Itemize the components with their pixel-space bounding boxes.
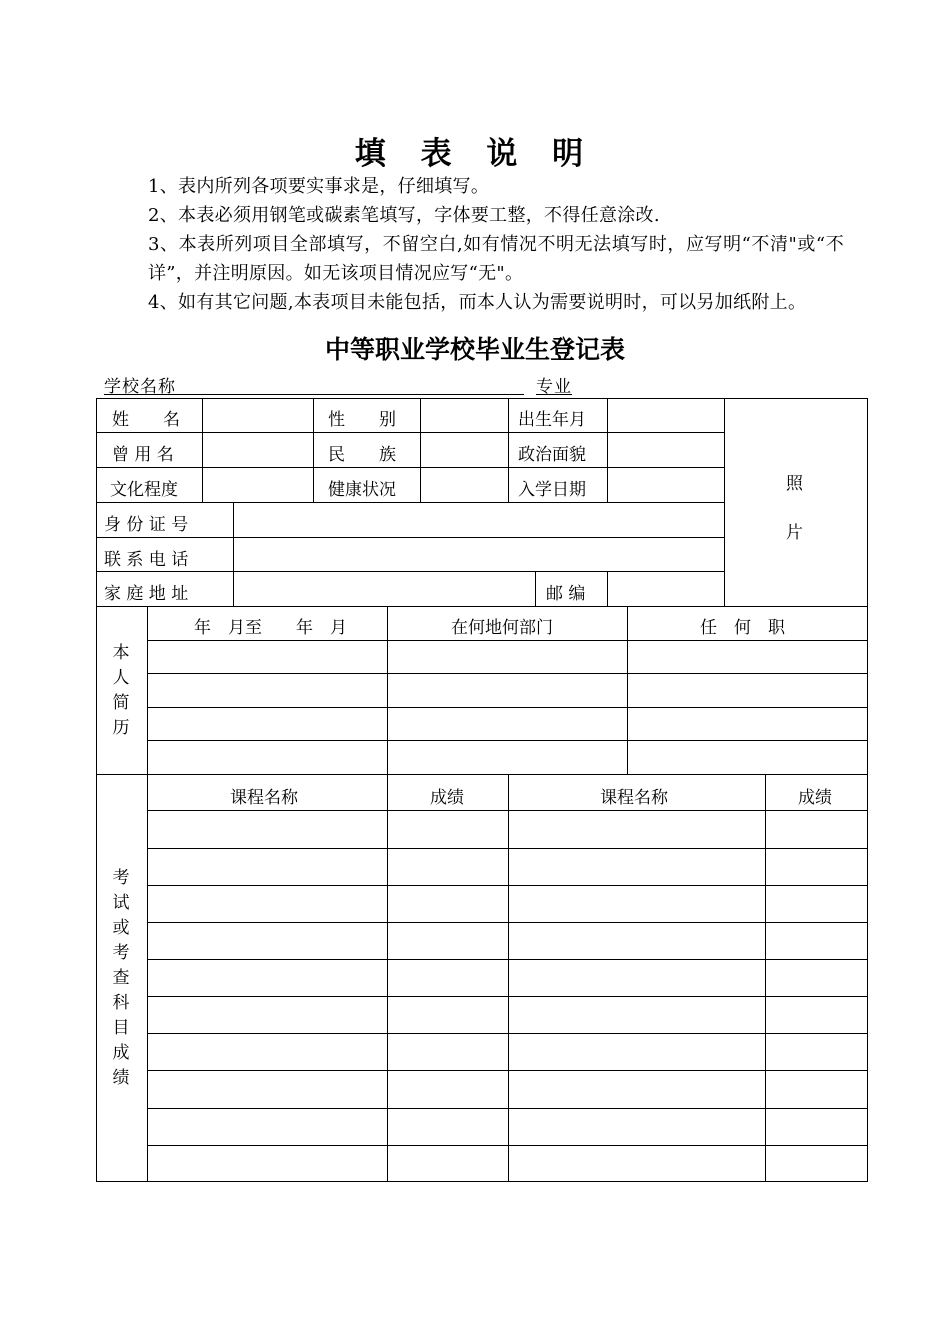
table-hline	[96, 1181, 868, 1182]
table-hline	[96, 502, 725, 503]
instructions-title: 填 表 说 明	[354, 136, 596, 172]
table-vline	[607, 571, 608, 607]
table-vline	[147, 606, 148, 1182]
id-number-label: 身 份 证 号	[104, 515, 189, 535]
school-name-underline	[104, 394, 524, 395]
photo-label-2: 片	[786, 523, 803, 543]
score-header-2: 成绩	[798, 788, 832, 808]
table-vline	[387, 606, 388, 775]
ethnicity-label: 民 族	[328, 445, 396, 465]
form-title: 中等职业学校毕业生登记表	[324, 335, 625, 364]
instruction-item-3: 3、本表所列项目全部填写，不留空白,如有情况不明无法填写时，应写明“不清"或“不详”，并注明原因。如无该项目情况应写“无"。	[148, 234, 844, 284]
table-hline	[96, 606, 868, 607]
table-vline	[313, 398, 314, 503]
table-hline	[96, 537, 725, 538]
table-hline	[96, 398, 868, 399]
table-hline	[147, 640, 868, 641]
instruction-item-1: 1、表内所列各项要实事求是，仔细填写。	[148, 176, 490, 197]
table-hline	[96, 432, 725, 433]
table-vline	[607, 398, 608, 503]
political-label: 政治面貌	[518, 445, 586, 465]
major-underline	[536, 394, 572, 395]
table-hline	[96, 571, 725, 572]
phone-label: 联 系 电 话	[104, 550, 189, 570]
table-vline	[420, 398, 421, 503]
instruction-item-4: 4、如有其它问题,本表项目未能包括，而本人认为需要说明时，可以另加纸附上。	[148, 292, 807, 313]
course-name-header-1: 课程名称	[230, 788, 298, 808]
table-hline	[96, 774, 868, 775]
table-hline	[147, 740, 868, 741]
address-label: 家 庭 地 址	[104, 584, 189, 604]
postcode-label: 邮 编	[546, 584, 586, 604]
gender-label: 性 别	[328, 410, 396, 430]
course-name-header-2: 课程名称	[600, 788, 668, 808]
table-hline	[96, 467, 725, 468]
table-vline	[508, 398, 509, 503]
table-vline	[627, 606, 628, 775]
table-hline	[147, 707, 868, 708]
major-label: 专业	[536, 377, 572, 397]
former-name-label: 曾 用 名	[112, 445, 174, 465]
grades-section-label: 考 试 或 考 查 科 目 成 绩	[112, 868, 130, 1088]
resume-position-header: 任 何 职	[700, 618, 785, 638]
table-vline	[765, 774, 766, 1182]
resume-place-header: 在何地何部门	[451, 618, 553, 638]
resume-period-header: 年 月至 年 月	[194, 618, 347, 638]
resume-section-label: 本 人 简 历	[112, 643, 130, 738]
instruction-item-2: 2、本表必须用钢笔或碳素笔填写，字体要工整，不得任意涂改.	[148, 205, 660, 226]
enroll-date-label: 入学日期	[518, 480, 586, 500]
birth-label: 出生年月	[518, 410, 586, 430]
table-vline	[724, 398, 725, 607]
table-vline	[535, 571, 536, 607]
name-label: 姓 名	[112, 410, 180, 430]
school-name-label: 学校名称	[104, 377, 176, 397]
photo-label-1: 照	[786, 474, 803, 494]
table-vline	[867, 398, 868, 1182]
table-hline	[147, 673, 868, 674]
table-vline	[387, 774, 388, 1182]
score-header-1: 成绩	[430, 788, 464, 808]
table-vline	[202, 398, 203, 503]
table-vline	[508, 774, 509, 1182]
education-label: 文化程度	[110, 480, 178, 500]
table-vline	[233, 502, 234, 607]
health-label: 健康状况	[328, 480, 396, 500]
